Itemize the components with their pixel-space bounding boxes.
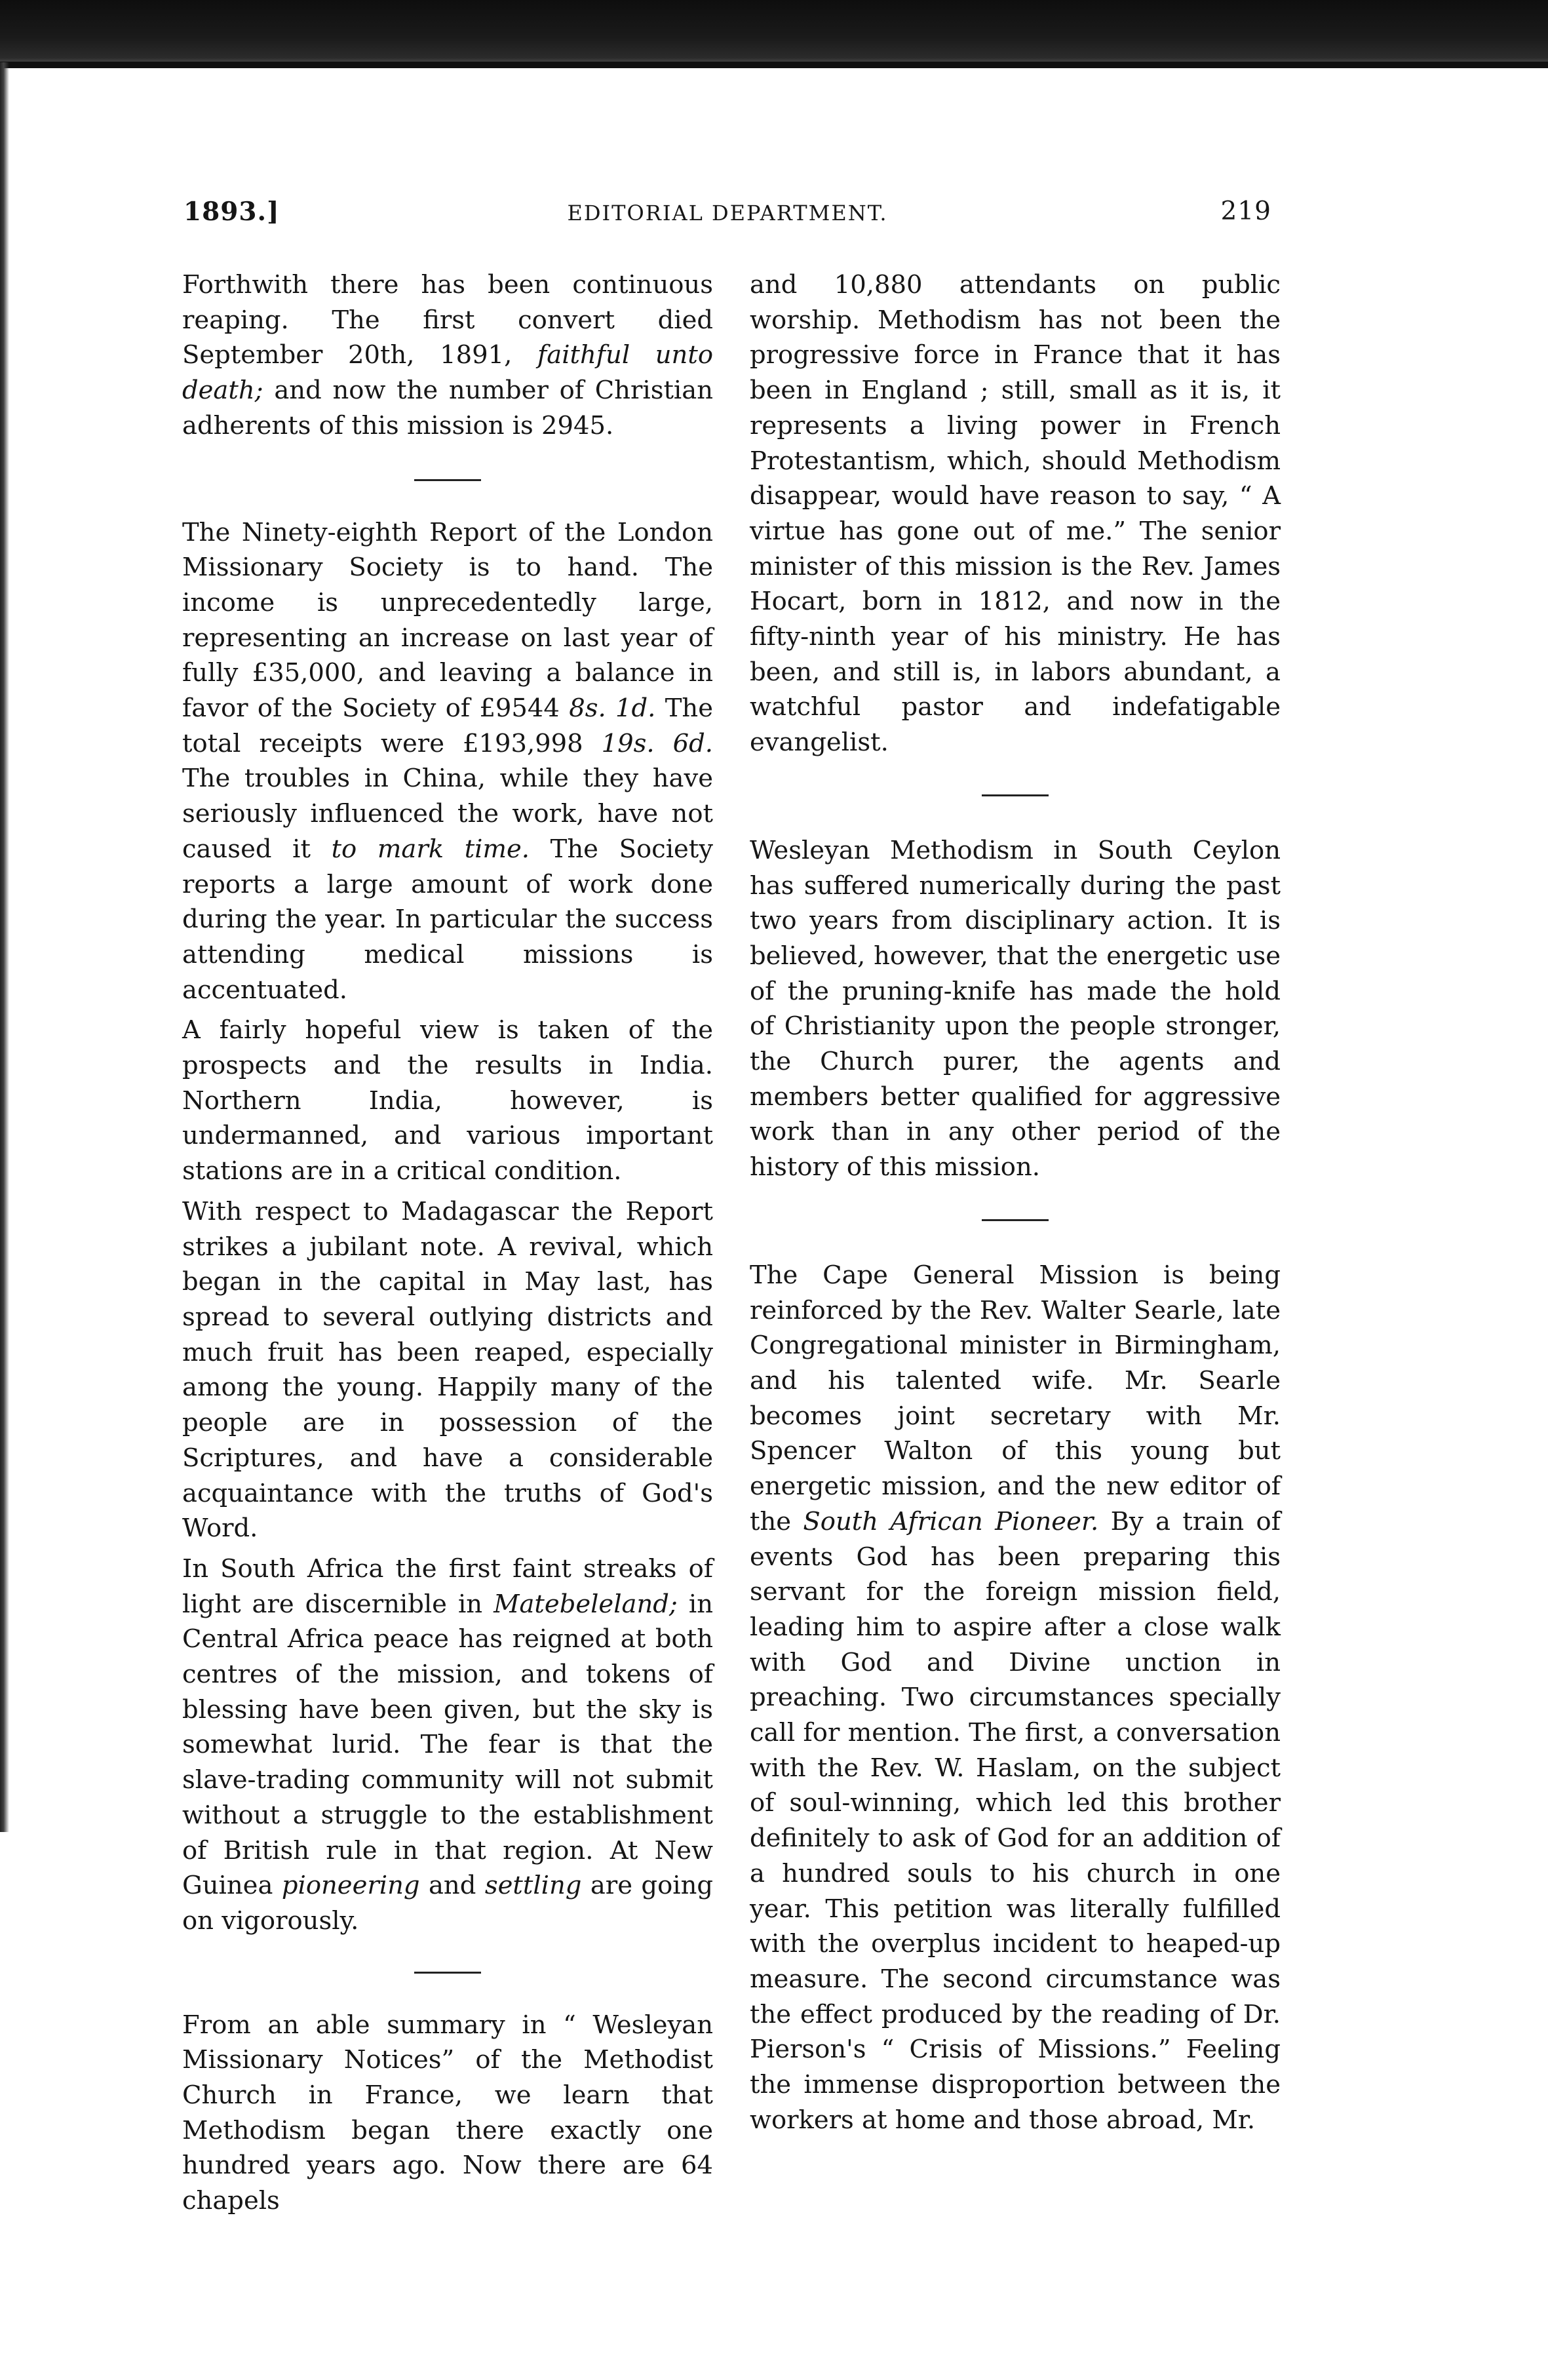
scan-border-rule	[0, 62, 1548, 68]
right-column	[750, 267, 1281, 2137]
paragraph-south-ceylon: Wesleyan Methodism in South Ceylon has suffered numerically during the past two years from disciplinary action. It is believed, however, that the energetic use of the pruning-knife has made the hold of Christianity upon the people stronger, the Church purer, the agents and members better qualified for aggressive work than in any other period of the history of this mission.	[750, 835, 1281, 1182]
paragraph-cape-general-mission: The Cape General Mission is being reinforced by the Rev. Walter Searle, late Congregational minister in Birmingham, and his talented wife. Mr. Searle becomes joint secretary with Mr. Spencer Walton of this young but energetic mission, and the new editor of the South African Pioneer. By a train of events God has been preparing this servant for the foreign mission field, leading him to aspire after a close walk with God and Divine unction in preaching. Two circumstances specially call for mention. The first, a conversation with the Rev. W. Haslam, on the subject of soul-winning, which led this brother definitely to ask of God for an addition of a hundred souls to his church in one year. This petition was literally fulfilled with the overplus incident to heaped-up measure. The second circumstance was the effect produced by the reading of Dr. Pierson's “ Crisis of Missions.” Feeling the immense disproportion between the workers at home and those abroad, Mr.	[750, 1260, 1281, 2135]
spacer	[182, 444, 713, 479]
paragraph-madagascar: With respect to Madagascar the Report strikes a jubilant note. A revival, which began in the capital in May last, has spread to several outlying districts and much fruit has been reaped, especially among the young. Happily many of the people are in possession of the Scriptures, and have a considerable acquaintance with the truths of God's Word.	[182, 1196, 713, 1544]
header-title: EDITORIAL DEPARTMENT.	[567, 201, 888, 225]
spacer	[750, 1185, 1281, 1219]
spacer	[182, 1974, 713, 2008]
spacer	[182, 481, 713, 515]
spacer	[182, 1939, 713, 1972]
header-year: 1893.]	[184, 197, 280, 227]
spacer	[750, 796, 1281, 833]
paragraph-london-missionary-report: The Ninety-eighth Report of the London Missionary Society is to hand. The income is unprecedentedly large, representing an increase on last year of fully £35,000, and leaving a balance in favor of the Society of £9544 8s. 1d. The total receipts were £193,998 19s. 6d. The troubles in China, while they have seriously influenced the work, have not caused it to mark time. The Society reports a large amount of work done during the year. In particular the success attending medical missions is accentuated.	[182, 517, 714, 1005]
scan-left-edge	[0, 62, 9, 1832]
paragraph-methodism-france: From an able summary in “ Wesleyan Missionary Notices” of the Methodist Church in France, we learn that Methodism began there exactly one hundred years ago. Now there are 64 chapels	[182, 2010, 713, 2216]
paragraph-india: A fairly hopeful view is taken of the prospects and the results in India. Northern India, however, is undermanned, and various important stations are in a critical condition.	[182, 1015, 713, 1186]
paragraph-south-africa: In South Africa the first faint streaks of light are discernible in Matebeleland; in Central Africa peace has reigned at both centres of the mission, and tokens of blessing have been given, but the sky is somewhat lurid. The fear is that the slave-trading community will not submit without a struggle to the establishment of British rule in that region. At New Guinea pioneering and settling are going on vigorously.	[182, 1553, 714, 1936]
left-column	[182, 267, 713, 2219]
spacer	[750, 760, 1281, 794]
paragraph-france-continued: and 10,880 attendants on public worship. Methodism has not been the progressive force in France that it has been in England ; still, small as it is, it represents a living power in French Protestantism, which, should Methodism disappear, would have reason to say, “ A virtue has gone out of me.” The senior minister of this mission is the Rev. James Hocart, born in 1812, and now in the fifty-ninth year of his ministry. He has been, and still is, in labors abundant, a watchful pastor and indefatigable evangelist.	[750, 270, 1281, 758]
spacer	[750, 1221, 1281, 1258]
paragraph-continuous-reaping: Forthwith there has been continuous reaping. The first convert died September 20th, 1891, faithful unto death; and now the number of Christian adherents of this mission is 2945.	[182, 270, 714, 440]
scan-top-border	[0, 0, 1548, 68]
running-head	[184, 197, 1271, 236]
page-number: 219	[1220, 197, 1271, 226]
